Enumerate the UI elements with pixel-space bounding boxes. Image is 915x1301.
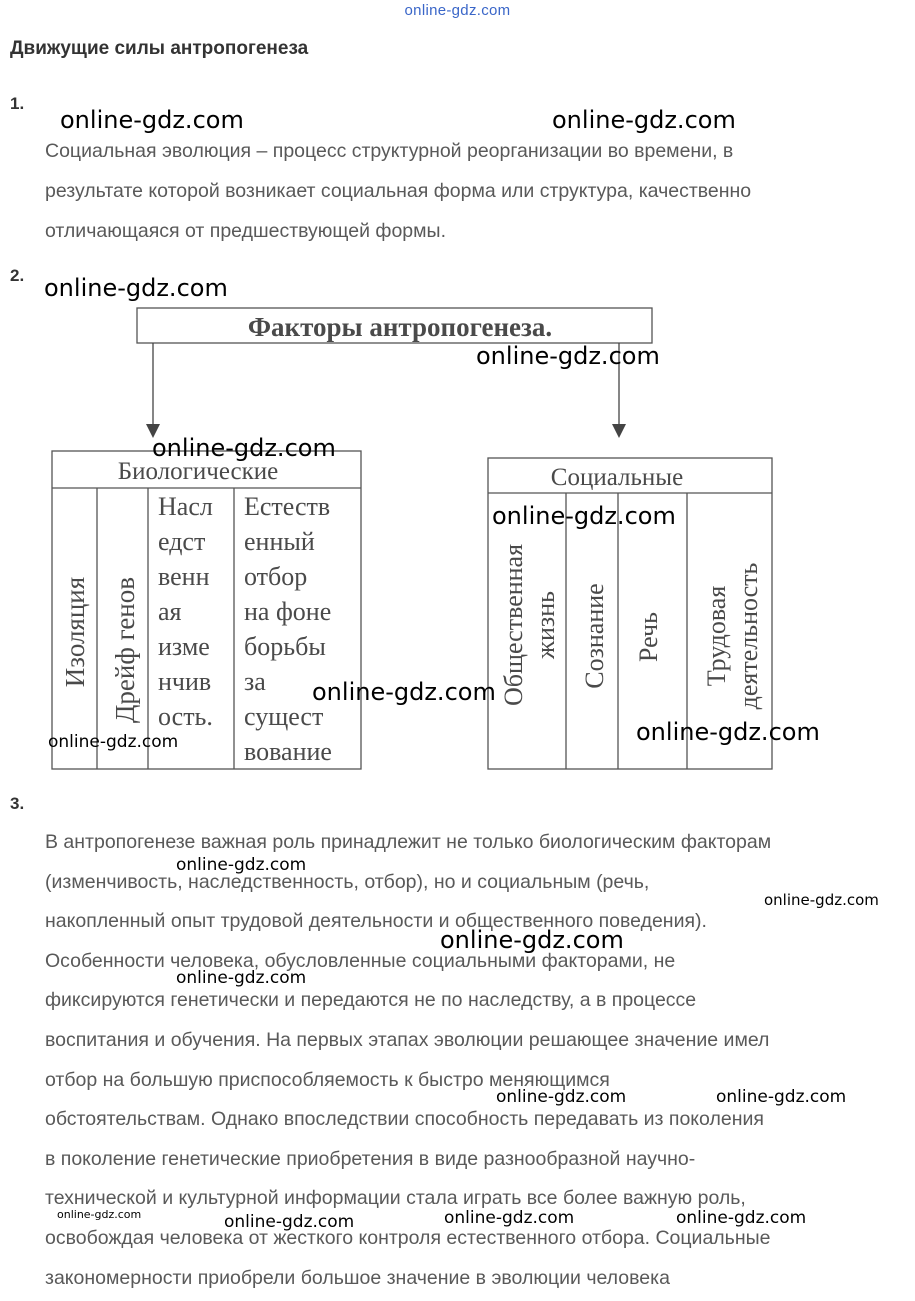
section-2-number: 2. bbox=[10, 266, 25, 285]
factor-heredity-line: венн bbox=[158, 562, 210, 591]
factor-labor-line: деятельность bbox=[734, 562, 763, 710]
watermark: online-gdz.com bbox=[312, 678, 496, 706]
text-line: отличающаяся от предшествующей формы. bbox=[45, 220, 446, 242]
watermark: online-gdz.com bbox=[440, 926, 624, 954]
watermark: online-gdz.com bbox=[176, 855, 307, 875]
section-1-number: 1. bbox=[10, 94, 25, 113]
factor-speech: Речь bbox=[634, 612, 663, 662]
text-line: фиксируются генетически и передаются не по наследству, а в процессе bbox=[45, 989, 697, 1012]
watermark: online-gdz.com bbox=[676, 1208, 807, 1228]
factor-selection-line: вование bbox=[244, 737, 332, 766]
factor-gene-drift: Дрейф генов bbox=[110, 577, 140, 723]
factor-heredity bbox=[158, 492, 213, 731]
watermark: online-gdz.com bbox=[444, 1208, 575, 1228]
watermark: online-gdz.com bbox=[476, 342, 660, 370]
watermark: online-gdz.com bbox=[224, 1212, 355, 1232]
factor-selection-line: отбор bbox=[244, 562, 308, 591]
watermark: online-gdz.com bbox=[716, 1087, 847, 1107]
factor-isolation: Изоляция bbox=[60, 576, 90, 688]
text-line: В антропогенезе важная роль принадлежит не только биологическим факторам bbox=[45, 831, 772, 853]
text-line: отбор на большую приспособляемость к быстро меняющимся bbox=[45, 1068, 610, 1091]
watermark: online-gdz.com bbox=[492, 502, 676, 530]
factor-natural-selection bbox=[244, 492, 332, 766]
factor-heredity-line: едст bbox=[158, 527, 206, 556]
biological-header: Биологические bbox=[117, 458, 279, 485]
top-watermark[interactable]: online-gdz.com bbox=[404, 2, 511, 19]
text-line: (изменчивость, наследственность, отбор), но и социальным (речь, bbox=[45, 870, 650, 893]
page-title: Движущие силы антропогенеза bbox=[10, 38, 309, 59]
text-line: в поколение генетические приобретения в виде разнообразной научно- bbox=[45, 1147, 696, 1170]
watermark: online-gdz.com bbox=[764, 891, 879, 909]
text-line: обстоятельствам. Однако впоследствии способность передавать из поколения bbox=[45, 1108, 764, 1131]
watermark: online-gdz.com bbox=[57, 1208, 142, 1221]
text-line: закономерности приобрели большое значение в эволюции человека bbox=[45, 1266, 670, 1289]
factor-labor bbox=[702, 562, 763, 709]
factor-selection-line: на фоне bbox=[244, 597, 332, 626]
watermark: online-gdz.com bbox=[60, 106, 244, 134]
text-line: накопленный опыт трудовой деятельности и общественного поведения). bbox=[45, 910, 707, 933]
factor-heredity-line: Насл bbox=[158, 492, 213, 521]
section-3-number: 3. bbox=[10, 794, 25, 813]
text-line: результате которой возникает социальная форма или структура, качественно bbox=[45, 180, 752, 202]
text-line: Особенности человека, обусловленные социальными факторами, не bbox=[45, 949, 676, 972]
watermark: online-gdz.com bbox=[152, 434, 336, 462]
watermark: online-gdz.com bbox=[496, 1087, 627, 1107]
factor-public-life-line: жизнь bbox=[531, 591, 560, 659]
factor-public-life bbox=[499, 544, 560, 706]
text-line: технической и культурной информации стала играть все более важную роль, bbox=[45, 1187, 746, 1210]
factor-public-life-line: Общественная bbox=[499, 543, 528, 707]
factor-selection-line: сущест bbox=[244, 702, 324, 731]
text-line: воспитания и обучения. На первых этапах эволюции решающее значение имел bbox=[45, 1028, 770, 1051]
factor-consciousness: Сознание bbox=[580, 583, 609, 689]
factor-heredity-line: нчив bbox=[158, 667, 212, 696]
watermark: online-gdz.com bbox=[636, 718, 820, 746]
root-label: Факторы антропогенеза. bbox=[247, 312, 553, 342]
factor-selection-line: Естеств bbox=[244, 492, 331, 521]
factor-heredity-line: изме bbox=[158, 632, 210, 661]
text-line: освобождая человека от жесткого контроля естественного отбора. Социальные bbox=[45, 1226, 771, 1249]
biological-table bbox=[52, 451, 361, 769]
factor-selection-line: енный bbox=[244, 527, 315, 556]
watermark: online-gdz.com bbox=[44, 274, 228, 302]
factor-heredity-line: ость. bbox=[158, 702, 213, 731]
watermark: online-gdz.com bbox=[48, 732, 179, 752]
watermark: online-gdz.com bbox=[176, 968, 307, 988]
factor-selection-line: за bbox=[244, 667, 266, 696]
text-line: Социальная эволюция – процесс структурной реорганизации во времени, в bbox=[45, 140, 734, 162]
factor-heredity-line: ая bbox=[158, 597, 182, 626]
arrow-right-head bbox=[612, 424, 626, 438]
social-header: Социальные bbox=[550, 464, 684, 491]
watermark: online-gdz.com bbox=[552, 106, 736, 134]
factor-labor-line: Трудовая bbox=[702, 585, 731, 687]
factor-selection-line: борьбы bbox=[244, 632, 326, 661]
